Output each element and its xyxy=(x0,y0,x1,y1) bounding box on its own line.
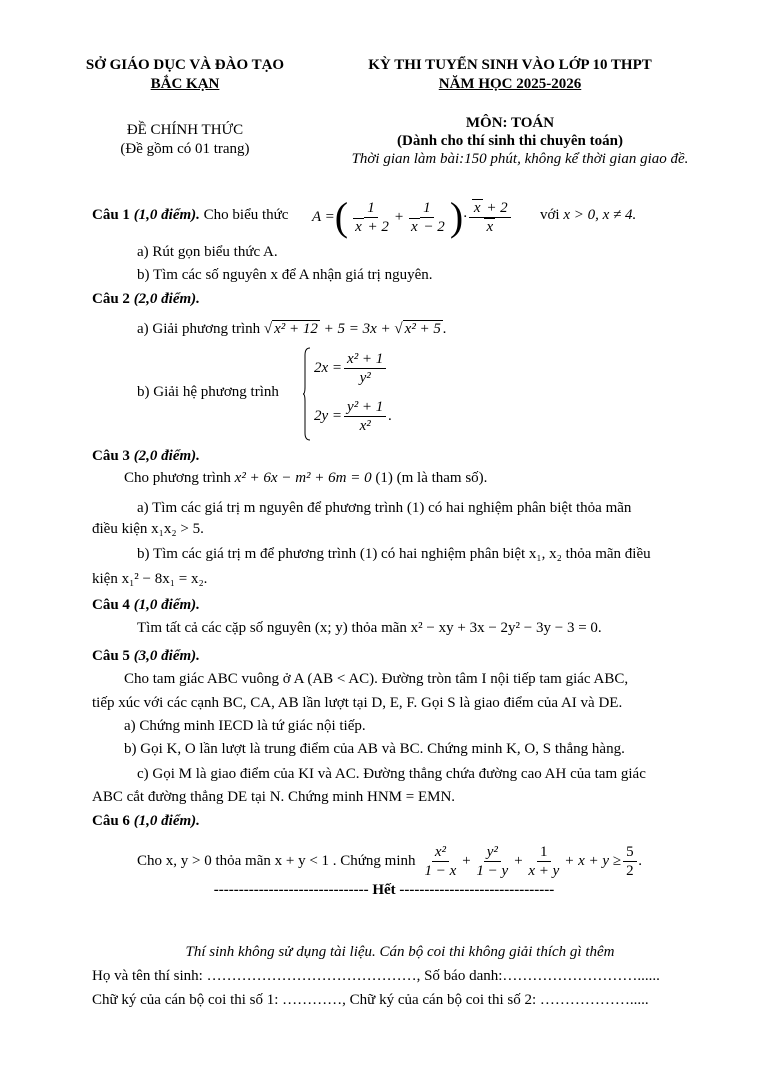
q2-part-b-label: b) Giải hệ phương trình xyxy=(137,384,279,400)
q2-part-a xyxy=(137,321,447,338)
q4-heading xyxy=(92,597,200,614)
q3-part-b-line2: kiện x₁² − 8x₁ = x₂. xyxy=(92,571,208,587)
footer-note: Thí sinh không sử dụng tài liệu. Cán bộ coi thi không giải thích gì thêm xyxy=(185,944,615,960)
q3-part-a-line2: điều kiện x₁x₂ > 5. xyxy=(92,521,204,537)
q5-title: Câu 5 xyxy=(92,648,130,664)
q5-part-c-line1: c) Gọi M là giao điểm của KI và AC. Đường thẳng chứa đường cao AH của tam giác xyxy=(137,766,646,782)
province-name: BẮC KẠN xyxy=(150,76,220,92)
q4-title: Câu 4 xyxy=(92,597,130,613)
q3-heading xyxy=(92,448,200,465)
subject: MÔN: TOÁN xyxy=(465,115,555,131)
q6-heading xyxy=(92,813,200,830)
q1-condition-value: x > 0, x ≠ 4. xyxy=(563,207,637,223)
q3-points: (2,0 điểm). xyxy=(133,448,200,464)
q1-points: (1,0 điểm). xyxy=(133,207,200,223)
q5-points: (3,0 điểm). xyxy=(133,648,200,664)
department-name: SỞ GIÁO DỤC VÀ ĐÀO TẠO xyxy=(85,57,285,73)
q2-equation: √ x² + 12 + 5 = 3x + √ x² + 5 . xyxy=(263,321,447,337)
q3-equation: x² + 6x − m² + 6m = 0 xyxy=(234,470,372,486)
q5-part-a: a) Chứng minh IECD là tứ giác nội tiếp. xyxy=(124,718,366,734)
subject-note: (Dành cho thí sinh thi chuyên toán) xyxy=(397,133,623,149)
pages-note: (Đề gồm có 01 trang) xyxy=(120,141,250,157)
q1-condition xyxy=(540,207,636,224)
q2-part-a-label: a) Giải phương trình xyxy=(137,321,261,337)
system-eq-1: 2x = $\frac{\text{x² + 1}}{\text{y²}}$ xyxy=(314,350,388,387)
q4-text: Tìm tất cả các cặp số nguyên (x; y) thỏa mãn x² − xy + 3x − 2y² − 3y − 3 = 0. xyxy=(137,620,602,636)
q1-heading xyxy=(92,207,288,224)
q3-title: Câu 3 xyxy=(92,448,130,464)
q1-expression: A = ( $\frac{1}{x + 2}$ + $\frac{1}{x - 2}$ ) · $\frac{x + 2}{x}$ xyxy=(312,192,513,242)
q5-line1: Cho tam giác ABC vuông ở A (AB < AC). Đường tròn tâm I nội tiếp tam giác ABC, xyxy=(124,671,629,687)
q6-points: (1,0 điểm). xyxy=(133,813,200,829)
q1-part-b: b) Tìm các số nguyên x để A nhận giá trị nguyên. xyxy=(137,267,433,283)
system-brace xyxy=(303,347,311,441)
q6-statement xyxy=(137,838,642,884)
proctor-signature-line: Chữ ký của cán bộ coi thi số 1: …………, Chữ ký của cán bộ coi thi số 2: ………………..... xyxy=(92,992,649,1008)
q2-heading xyxy=(92,291,200,308)
time-note: Thời gian làm bài:150 phút, không kể thời gian giao đề. xyxy=(351,151,689,167)
candidate-name-line: Họ và tên thí sinh: ……………………………………, Số báo danh:………………………...... xyxy=(92,968,660,984)
school-year: NĂM HỌC 2025-2026 xyxy=(438,76,582,92)
q5-line2: tiếp xúc với các cạnh BC, CA, AB lần lượt tại D, E, F. Gọi S là giao điểm của AI và DE. xyxy=(92,695,623,711)
q3-part-a-line1: a) Tìm các giá trị m nguyên để phương trình (1) có hai nghiệm phân biệt thỏa mãn xyxy=(137,500,632,516)
official-label: ĐỀ CHÍNH THỨC xyxy=(126,122,244,138)
q3-intro-label: Cho phương trình xyxy=(124,470,231,486)
system-eq-2: 2y = $\frac{\text{y² + 1}}{\text{x²}}$ . xyxy=(314,399,393,434)
q3-intro xyxy=(124,470,487,487)
q2-equation-middle: + 5 = 3x + xyxy=(323,321,391,337)
q2-points: (2,0 điểm). xyxy=(133,291,200,307)
q1-title: Câu 1 xyxy=(92,207,130,223)
q1-part-a: a) Rút gọn biểu thức A. xyxy=(137,244,278,260)
q6-inequality: $\frac{\text{x²}}{1 - x}$ + $\frac{\text{y²}}{1 - y}$ + $\frac{1}{x + y}$ + x + y ≥ $\frac{5}{2}$ . xyxy=(424,843,643,879)
end-line: ------------------------------- Hết ------------------------------- xyxy=(213,882,555,898)
q5-heading xyxy=(92,648,200,665)
q2-title: Câu 2 xyxy=(92,291,130,307)
q6-title: Câu 6 xyxy=(92,813,130,829)
q6-tail: + x + y ≥ xyxy=(564,852,622,869)
q3-part-b-line1: b) Tìm các giá trị m để phương trình (1) có hai nghiệm phân biệt x₁, x₂ thỏa mãn điều xyxy=(137,546,651,562)
q3-intro-tail: (1) (m là tham số). xyxy=(375,470,488,486)
q5-part-c-line2: ABC cắt đường thẳng DE tại N. Chứng minh HNM = EMN. xyxy=(92,789,456,805)
q4-points: (1,0 điểm). xyxy=(133,597,200,613)
q5-part-b: b) Gọi K, O lần lượt là trung điểm của AB và BC. Chứng minh K, O, S thẳng hàng. xyxy=(124,741,625,757)
q1-condition-label: với xyxy=(540,207,560,223)
q6-intro: Cho x, y > 0 thỏa mãn x + y < 1 . Chứng minh xyxy=(137,852,416,869)
q1-intro: Cho biểu thức xyxy=(203,207,289,223)
exam-title: KỲ THI TUYỂN SINH VÀO LỚP 10 THPT xyxy=(368,57,652,73)
